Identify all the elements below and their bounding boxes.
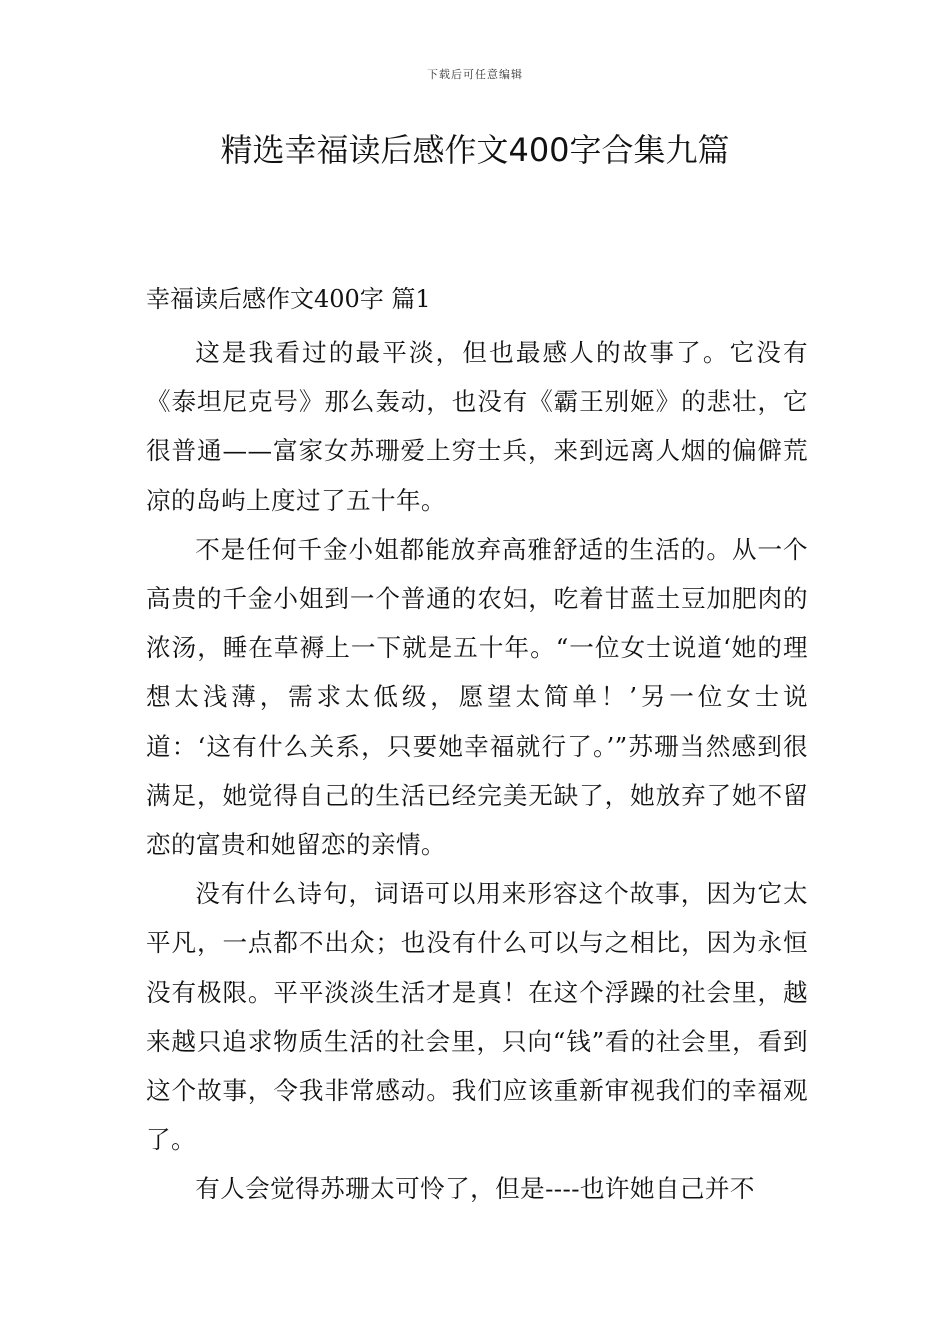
paragraph: 有人会觉得苏珊太可怜了，但是----也许她自己并不 [195, 1174, 755, 1204]
paragraph: 不是任何千金小姐都能放弃高雅舒适的生活的。从一个高贵的千金小姐到一个普通的农妇，吃着甘蓝土豆加肥肉的浓汤，睡在草褥上一下就是五十年。“一位女士说道‘她的理想太浅薄，需求太低级，愿望太简单！’另一位女士说道：‘这有什么关系，只要她幸福就行了。’”苏珊当然感到很满足，她觉得自己的生活已经完美无缺了，她放弃了她不留恋的富贵和她留恋的亲情。 [146, 534, 808, 860]
paragraph: 这是我看过的最平淡，但也最感人的故事了。它没有《泰坦尼克号》那么轰动，也没有《霸王别姬》的悲壮，它很普通——富家女苏珊爱上穷士兵，来到远离人烟的偏僻荒凉的岛屿上度过了五十年。 [146, 338, 808, 515]
section-heading: 幸福读后感作文400字 篇1 [146, 285, 431, 313]
body-text [146, 328, 808, 1214]
header-note: 下载后可任意编辑 [427, 68, 523, 81]
paragraph: 没有什么诗句，词语可以用来形容这个故事，因为它太平凡，一点都不出众；也没有什么可以与之相比，因为永恒没有极限。平平淡淡生活才是真！在这个浮躁的社会里，越来越只追求物质生活的社会里，只向“钱”看的社会里，看到这个故事，令我非常感动。我们应该重新审视我们的幸福观了。 [146, 879, 808, 1155]
document-title: 精选幸福读后感作文400字合集九篇 [220, 131, 730, 169]
